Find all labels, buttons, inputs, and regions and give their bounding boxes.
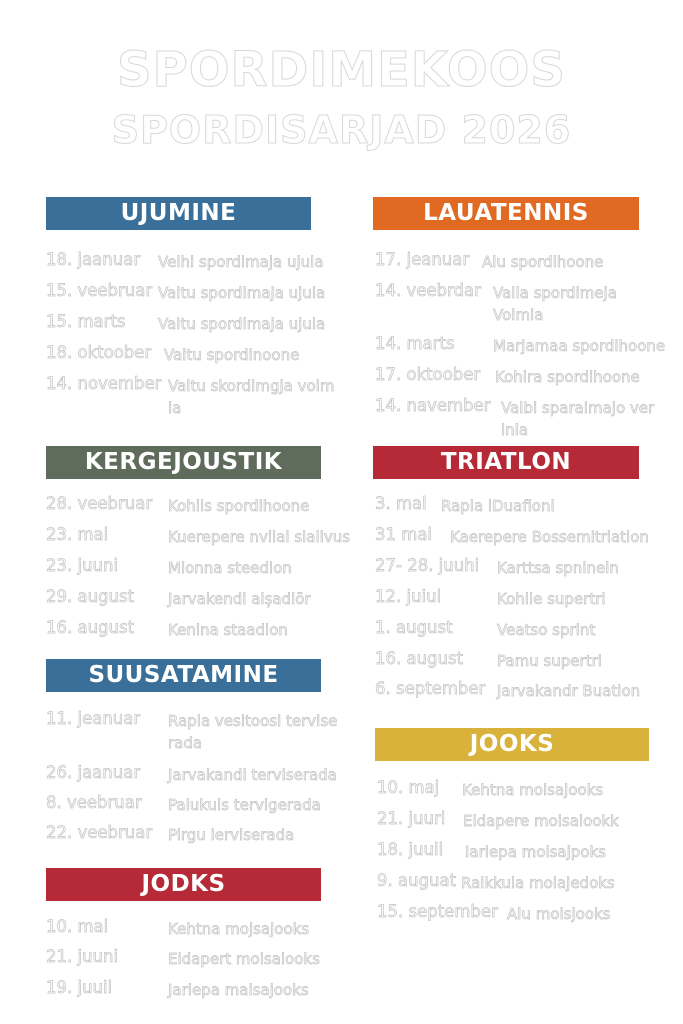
event-venue: Valbi sparaimajo ver lnla (501, 399, 655, 439)
event-venue: Kehtna moisajooks (462, 781, 604, 799)
section-kergejoustik (46, 446, 321, 479)
section-header-jooks: JOOKS (375, 728, 649, 761)
event-date: 12. juiul (375, 587, 442, 606)
section-lauatennis (373, 197, 639, 230)
event-date: 28. veebruar (46, 494, 153, 513)
event-venue: Kohlra spordihoone (495, 368, 640, 386)
event-date: 31 mai (375, 525, 433, 544)
event-venue: Palukuls tervigerada (168, 796, 321, 814)
event-venue: Alu moisjooks (507, 905, 611, 923)
event-venue: Rapla iDuafioni (441, 497, 555, 515)
event-date: 16. august (375, 649, 464, 668)
section-header-kergejoustik: KERGEJOUSTIK (46, 446, 321, 479)
event-date: 9. auguat (377, 871, 457, 890)
event-venue: Vaitu spordimaja ujula (158, 315, 326, 333)
event-date: 15. marts (46, 312, 126, 331)
event-venue: Marjamaa spordihoone (493, 337, 666, 355)
event-venue: Jariepa maisajooks (168, 981, 309, 999)
event-date: 10. mai (46, 917, 109, 936)
event-venue: Pamu supertri (497, 652, 602, 670)
event-date: 18. juuil (377, 840, 444, 859)
event-date: 14. veebrdar (375, 281, 481, 300)
section-ujumine (46, 197, 311, 230)
event-date: 15. veebruar (46, 281, 153, 300)
event-venue: Eidapere moisaiookk (463, 812, 619, 830)
event-venue: Mionna steedion (168, 559, 292, 577)
event-venue: Veatso sprint (497, 621, 596, 639)
event-date: 1. august (375, 618, 453, 637)
event-venue: Kuerepere nvilai sialivus (168, 528, 351, 546)
event-venue: Jarvakendi aișadiōr (168, 590, 311, 608)
section-triatlon (373, 446, 639, 479)
event-date: 21. juuni (46, 947, 119, 966)
event-date: 11. jeanuar (46, 709, 141, 728)
event-date: 6. september (375, 679, 486, 698)
section-header-ujumine: UJUMINE (46, 197, 311, 230)
event-venue: Eidapert moisaiooks (168, 950, 320, 968)
event-date: 14. navember (375, 396, 491, 415)
event-date: 17. oktoober (375, 365, 481, 384)
event-venue: Kohils spordihoone (168, 497, 310, 515)
section-jodks (46, 868, 321, 901)
section-header-jodks: JODKS (46, 868, 321, 901)
event-venue: Iariepa moisajpoks (465, 843, 606, 861)
event-venue: Jarvakandr Buation (497, 682, 641, 700)
event-venue: Kaerepere Bossemitriation (450, 528, 649, 546)
event-date: 29. august (46, 587, 135, 606)
page-title: SPORDIMEKOOS (117, 42, 566, 98)
section-suusatamine (46, 659, 321, 692)
page-subtitle: SPORDISARJAD 2026 (111, 108, 572, 152)
event-date: 17. jeanuar (375, 250, 470, 269)
event-date: 26. jaanuar (46, 763, 141, 782)
event-venue: Kenina staadion (168, 621, 288, 639)
event-venue: Veihi spordimaja ujula (158, 253, 324, 271)
event-date: 18. oktoober (46, 343, 152, 362)
event-venue: Vaitu spordimaja ujula (158, 284, 326, 302)
event-venue: Pirgu ierviserada (168, 826, 295, 844)
event-date: 19. juuil (46, 978, 113, 997)
event-date: 3. mal (375, 494, 427, 513)
event-date: 27- 28. juuhi (375, 556, 480, 575)
event-date: 14. november (46, 374, 162, 393)
event-date: 23. juuni (46, 556, 119, 575)
event-venue: Kehtna mojsajooks (168, 920, 310, 938)
event-venue: Valtu skordimgja voim ia (168, 377, 335, 417)
section-header-triatlon: TRIATLON (373, 446, 639, 479)
section-header-lauatennis: LAUATENNIS (373, 197, 639, 230)
event-date: 21. juurl (377, 809, 446, 828)
event-date: 23. mai (46, 525, 109, 544)
event-venue: Vaila spordimeja Voimia (493, 284, 617, 324)
section-header-suusatamine: SUUSATAMINE (46, 659, 321, 692)
event-venue: Alu spordihoone (482, 253, 604, 271)
event-venue: Rapla vesitoosi tervise rada (168, 712, 338, 752)
event-venue: Kohile supertri (497, 590, 606, 608)
event-date: 14. marts (375, 334, 455, 353)
event-date: 16. august (46, 618, 135, 637)
event-date: 18. jaanuar (46, 250, 141, 269)
event-date: 15. september (377, 902, 498, 921)
event-venue: Vaitu spordinoone (164, 346, 300, 364)
event-date: 10. maj (377, 778, 440, 797)
event-venue: Jarvakandi terviserada (168, 766, 337, 784)
section-jooks (375, 728, 649, 761)
event-venue: Raikkula moiajedoks (461, 874, 615, 892)
event-venue: Karttsa spninein (497, 559, 619, 577)
event-date: 22. veebruar (46, 823, 153, 842)
event-date: 8. veebruar (46, 793, 142, 812)
